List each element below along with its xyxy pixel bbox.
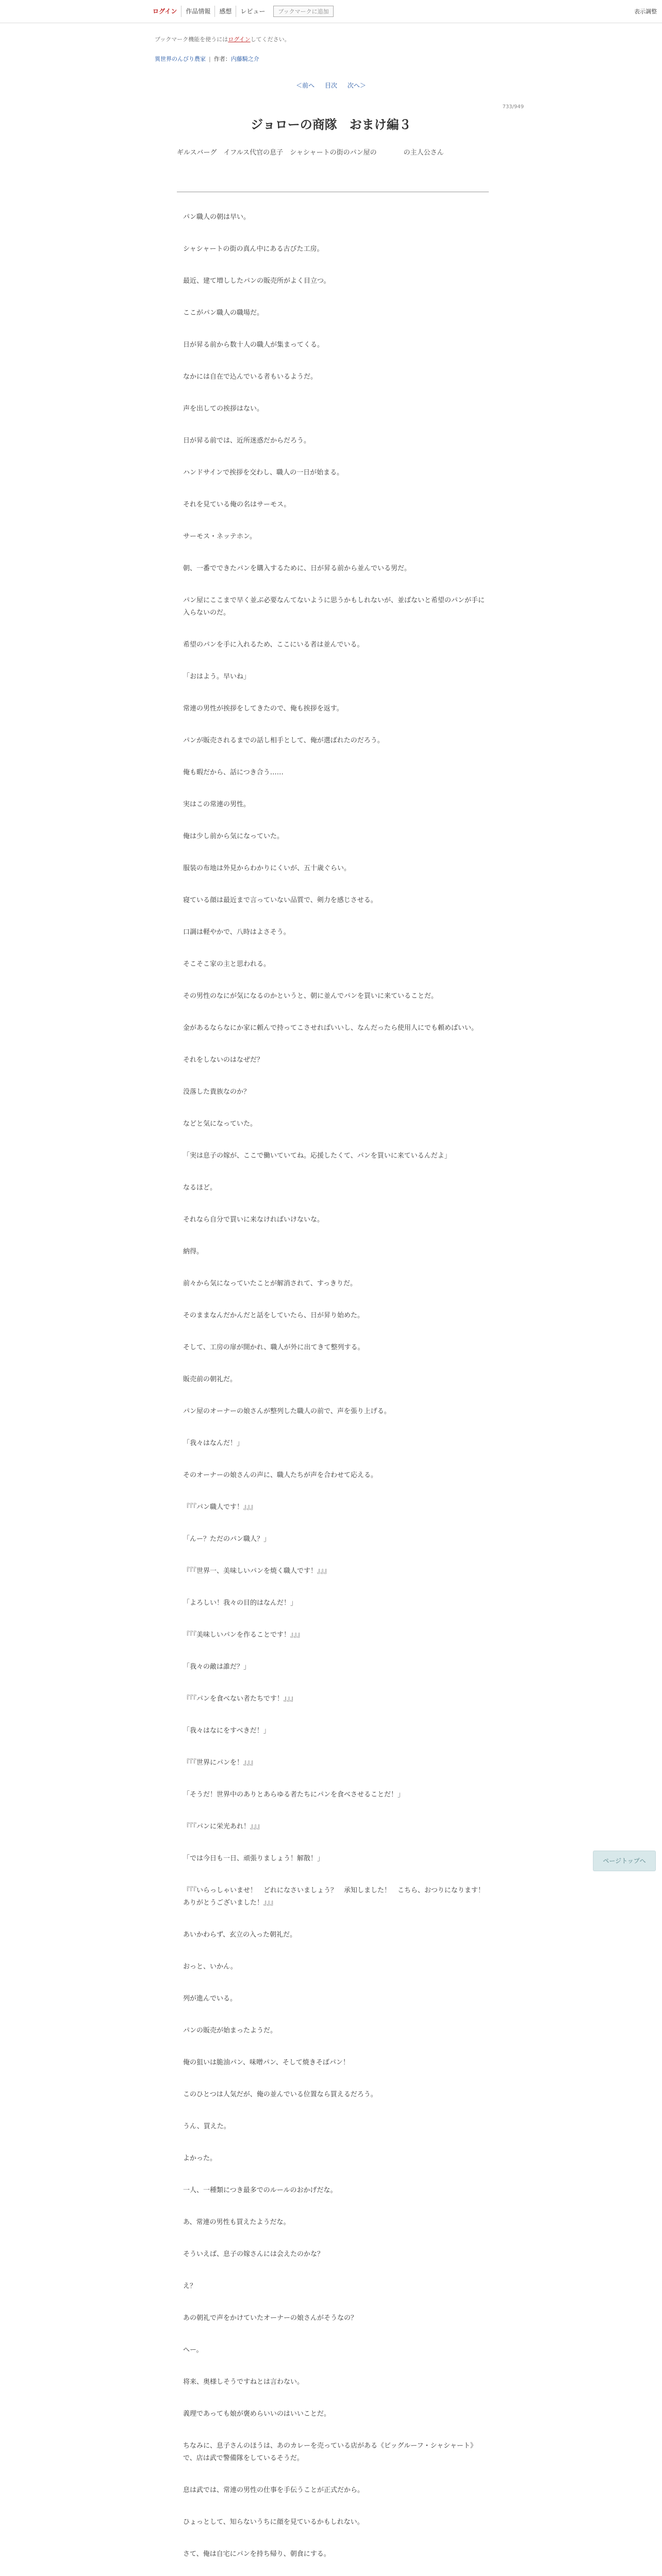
chapter-preface: ギルスバーグ イフルス代官の息子 シャシャートの街のパン屋の の主人公さん — [177, 149, 444, 157]
body-paragraph: 最近、建て増ししたパンの販売所がよく目立つ。 — [183, 277, 330, 285]
body-paragraph: 『『『いらっしゃいませ！ どれになさいましょう？ 承知しました！ こちら、おつりになります！ ありがとうございました！』』』 — [183, 1887, 491, 1907]
display-settings-link[interactable]: 表示調整 — [634, 8, 657, 15]
body-paragraph: 「よろしい！我々の目的はなんだ！」 — [183, 1599, 297, 1607]
body-paragraph: それをしないのはなぜだ？ — [183, 1056, 264, 1064]
nav-item-impressions[interactable]: 感想 — [215, 6, 236, 17]
body-paragraph: そして、工房の扉が開かれ、職人が外に出てきて整列する。 — [183, 1344, 365, 1351]
body-paragraph: 俺の狙いは脆油パン、味噌パン、そして焼きそばパン！ — [183, 2059, 350, 2066]
body-paragraph: さて、俺は自宅にパンを持ち帰り、朝食にする。 — [183, 2550, 330, 2558]
body-paragraph: なかには自在で込んでいる者もいるようだ。 — [183, 373, 318, 381]
top-nav — [148, 6, 334, 17]
body-paragraph: パン屋のオーナーの娘さんが整列した職人の前で、声を張り上げる。 — [183, 1408, 391, 1415]
author-label: 作者： — [213, 56, 231, 62]
chapter-body — [183, 211, 491, 2576]
body-paragraph: 『『『美味しいパンを作ることです！』』』 — [183, 1631, 304, 1639]
body-paragraph: 「我々はなんだ！」 — [183, 1439, 244, 1447]
divider: | — [209, 56, 211, 62]
top-navigation-bar — [0, 0, 662, 23]
body-paragraph: パン屋にここまで早く並ぶ必要なんてないように思うかもしれないが、並ばないと希望のパンが手に入らないのだ。 — [183, 597, 485, 617]
body-paragraph: そのオーナーの娘さんの声に、職人たちが声を合わせて応える。 — [183, 1471, 378, 1479]
table-of-contents-link[interactable]: 目次 — [324, 82, 337, 89]
body-paragraph: シャシャートの街の真ん中にある古びた工房。 — [183, 245, 324, 253]
nav-item-reviews[interactable]: レビュー — [240, 8, 266, 15]
body-paragraph: 寝ている顔は最近まで言っていない品質で、剣力を感じさせる。 — [183, 896, 377, 904]
body-paragraph: あの朝礼で声をかけていたオーナーの娘さんがそうなの？ — [183, 2314, 358, 2322]
body-paragraph: 『『『世界一、美味しいパンを焼く職人です！』』』 — [183, 1567, 331, 1575]
login-link[interactable]: ログイン — [148, 6, 181, 17]
author-link[interactable]: 内藤騎之介 — [230, 56, 259, 62]
body-paragraph: 列が進んでいる。 — [183, 1995, 237, 2003]
body-paragraph: それを見ている俺の名はサーモス。 — [183, 501, 291, 509]
body-paragraph: などと気になっていた。 — [183, 1120, 257, 1128]
series-info — [155, 55, 259, 63]
body-paragraph: へー。 — [183, 2346, 203, 2354]
body-paragraph: そのままなんだかんだと話をしていたら、日が昇り始めた。 — [183, 1312, 365, 1319]
body-paragraph: サーモス・ネッテホン。 — [183, 533, 256, 540]
body-paragraph: このひとつは人気だが、俺の並んでいる位置なら買えるだろう。 — [183, 2091, 377, 2098]
body-paragraph: ちなみに、息子さんのほうは、あのカレーを売っている店がある《ビッグルーフ・シャシャート》で、店は武で警備隊をしているそうだ。 — [183, 2442, 477, 2462]
body-paragraph: おっと、いかん。 — [183, 1963, 237, 1971]
page-top-button[interactable]: ページトップへ — [593, 1851, 656, 1871]
body-paragraph: あ、常連の男性も買えたようだな。 — [183, 2218, 290, 2226]
chapter-pager — [0, 81, 662, 90]
body-paragraph: 「では今日も一日、頑張りましょう！解散！」 — [183, 1855, 324, 1862]
body-paragraph: ここがパン職人の職場だ。 — [183, 309, 264, 317]
body-paragraph: 金があるならなにか家に頼んで持ってこさせればいいし、なんだったら使用人にでも頼めばいい。 — [183, 1024, 478, 1032]
body-paragraph: パンが販売されるまでの話し相手として、俺が選ばれたのだろう。 — [183, 737, 384, 744]
body-paragraph: 『『『世界にパンを！』』』 — [183, 1759, 257, 1767]
body-paragraph: 前々から気になっていたことが解消されて、すっきりだ。 — [183, 1280, 357, 1287]
body-paragraph: ひょっとして、知らないうちに顔を見ているかもしれない。 — [183, 2518, 364, 2526]
body-paragraph: 『『『パン職人です！』』』 — [183, 1503, 257, 1511]
add-bookmark-button[interactable]: ブックマークに追加 — [273, 6, 333, 17]
body-paragraph: そういえば、息子の嫁さんには会えたのかな？ — [183, 2250, 324, 2258]
body-paragraph: パンの販売が始まったようだ。 — [183, 2027, 277, 2035]
body-paragraph: 息は武では、常連の男性の仕事を手伝うことが正式だから。 — [183, 2486, 365, 2494]
body-paragraph: 一人、一種類につき最多でのルールのおかげだな。 — [183, 2187, 337, 2194]
body-paragraph: 俺も暇だから、話につき合う…… — [183, 769, 284, 776]
body-paragraph: 「そうだ！世界中のありとあらゆる者たちにパンを食べさせることだ！」 — [183, 1791, 405, 1799]
login-notice — [155, 35, 290, 43]
body-paragraph: なるほど。 — [183, 1184, 217, 1192]
body-paragraph: 常連の男性が挨拶をしてきたので、俺も挨拶を返す。 — [183, 705, 343, 713]
body-paragraph: 実はこの常連の男性。 — [183, 801, 251, 808]
body-paragraph: 『『『パンに栄光あれ！』』』 — [183, 1823, 264, 1831]
body-paragraph: 希望のパンを手に入れるため、ここにいる者は並んでいる。 — [183, 641, 364, 649]
body-paragraph: 販売前の朝礼だ。 — [183, 1376, 237, 1383]
nav-item-work-info[interactable]: 作品情報 — [181, 6, 215, 17]
body-paragraph: 「おはよう。早いね」 — [183, 673, 251, 681]
body-paragraph: 将来、奥様しそうですねとは言わない。 — [183, 2378, 304, 2386]
prev-chapter-link[interactable]: ＜前へ — [296, 82, 315, 89]
body-paragraph: 服装の布地は外見からわかりにくいが、五十歳ぐらい。 — [183, 865, 351, 872]
body-paragraph: 「我々の敵は誰だ？」 — [183, 1663, 251, 1671]
next-chapter-link[interactable]: 次へ＞ — [347, 82, 366, 89]
body-paragraph: 朝、一番でできたパンを購入するために、日が昇る前から並んでいる男だ。 — [183, 565, 411, 572]
login-notice-prefix: ブックマーク機能を使うには — [155, 36, 228, 43]
login-notice-suffix: してください。 — [250, 36, 290, 43]
chapter-counter: 733/949 — [502, 104, 524, 110]
body-paragraph: それなら自分で買いに来なければいけないな。 — [183, 1216, 324, 1224]
body-paragraph: よかった。 — [183, 2155, 217, 2162]
body-paragraph: え？ — [183, 2282, 197, 2290]
body-paragraph: 「んー？ただのパン職人？」 — [183, 1535, 271, 1543]
body-paragraph: ハンドサインで挨拶を交わし、職人の一日が始まる。 — [183, 469, 344, 477]
chapter-title: ジョローの商隊 おまけ編３ — [251, 117, 411, 132]
body-paragraph: うん、買えた。 — [183, 2123, 230, 2130]
body-paragraph: パン職人の朝は早い。 — [183, 213, 251, 221]
login-notice-link[interactable]: ログイン — [228, 36, 251, 43]
series-title-link[interactable]: 異世界のんびり農家 — [155, 56, 206, 62]
body-paragraph: 義理であっても娘が褒めらいいのはいいことだ。 — [183, 2410, 330, 2418]
body-paragraph: 口調は軽やかで、八時はよさそう。 — [183, 928, 290, 936]
body-paragraph: 納得。 — [183, 1248, 204, 1256]
body-paragraph: その男性のなにが気になるのかというと、朝に並んでパンを買いに来ていることだ。 — [183, 992, 438, 1000]
body-paragraph: 『『『パンを食べない者たちです！』』』 — [183, 1695, 297, 1703]
body-paragraph: そこそこ家の主と思われる。 — [183, 960, 271, 968]
body-paragraph: 「我々はなにをすべきだ！」 — [183, 1727, 270, 1735]
body-paragraph: 俺は少し前から気になっていた。 — [183, 833, 284, 840]
body-paragraph: 日が昇る前では、近所迷惑だからだろう。 — [183, 437, 311, 445]
body-paragraph: 日が昇る前から数十人の職人が集まってくる。 — [183, 341, 324, 349]
body-paragraph: 「実は息子の嫁が、ここで働いていてね。応援したくて、パンを買いに来ているんだよ」 — [183, 1152, 451, 1160]
body-paragraph: 没落した貴族なのか？ — [183, 1088, 251, 1096]
body-paragraph: あいかわらず、玄立の入った朝礼だ。 — [183, 1931, 296, 1939]
body-paragraph: 声を出しての挨拶はない。 — [183, 405, 264, 413]
